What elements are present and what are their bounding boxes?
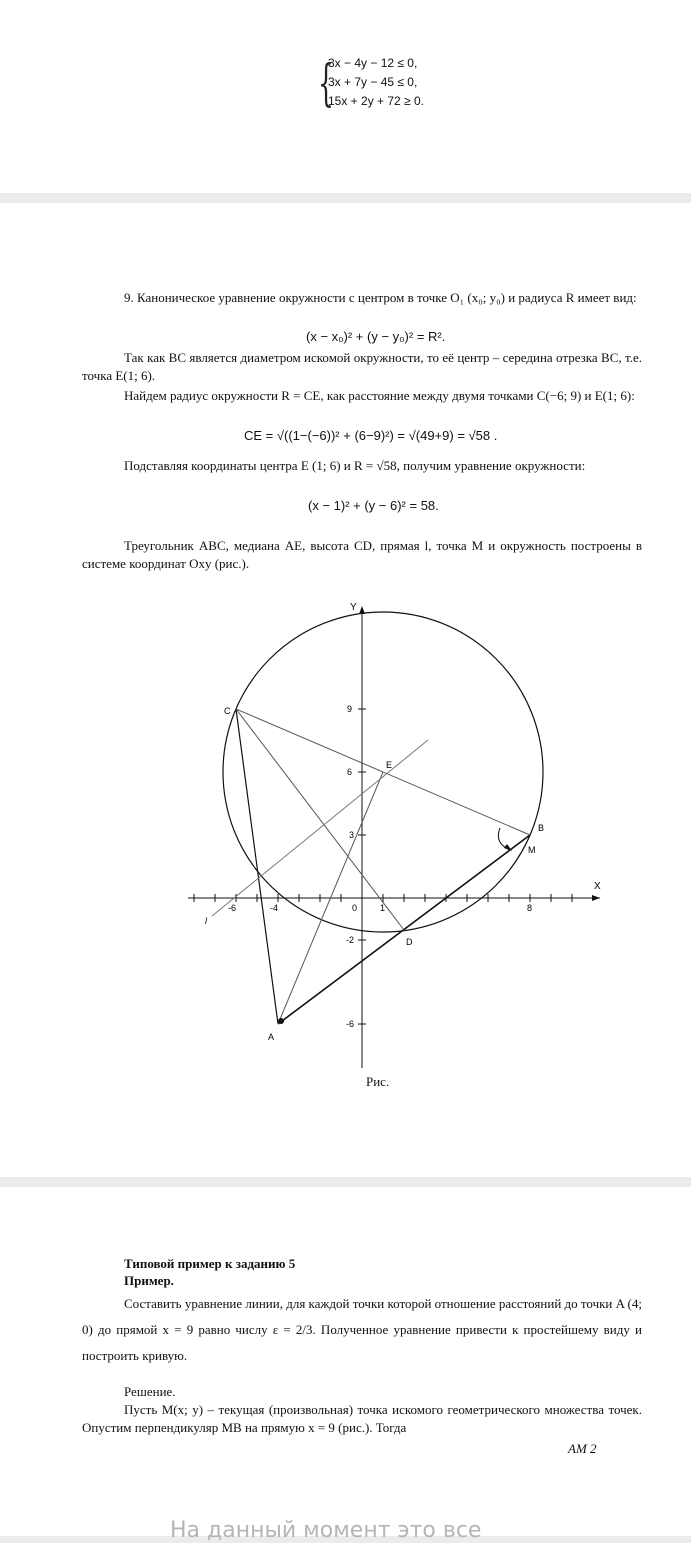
overlay-banner-text: На данный момент это все: [170, 1518, 482, 1543]
system-brace: {: [318, 54, 334, 112]
tick-y-neg6: -6: [346, 1019, 355, 1029]
inequality-system: [318, 54, 424, 111]
page-2: [0, 203, 691, 1177]
axis-x-label: X: [594, 881, 601, 892]
paragraph-center: Так как BC является диаметром искомой окружности, то её центр – середина отрезка BC, т.е. точка E(1; 6).: [82, 350, 642, 383]
label-a: A: [268, 1032, 275, 1042]
paragraph-task: Составить уравнение линии, для каждой точки которой отношение расстояний до точки A (4; 0) до прямой x = 9 равно числу ε = 2/3. Полученное уравнение привести к простейшему виду и построить кривую.: [82, 1296, 642, 1363]
x-axis-arrow: [592, 895, 600, 901]
label-origin: 0: [352, 903, 358, 913]
tick-y-neg2: -2: [346, 935, 355, 945]
label-m: M: [528, 845, 536, 855]
tick-y-6: 6: [347, 767, 353, 777]
label-b: B: [538, 823, 545, 833]
page-1: [0, 0, 691, 193]
page-tail-fragment: AM 2: [568, 1441, 597, 1456]
tick-x-neg6: -6: [228, 903, 237, 913]
line-l: [212, 740, 428, 916]
paragraph-substitute: Подставляя координаты центра E (1; 6) и R = √58, получим уравнение окружности:: [124, 458, 586, 473]
paragraph-solution: Пусть M(x; y) – текущая (произвольная) точка искомого геометрического множества точек. Опустим перпендикуляр MB на прямую x = 9 (рис.). Тогда: [82, 1402, 642, 1435]
point-a-dot: [278, 1018, 284, 1024]
label-e: E: [386, 760, 393, 770]
inequality-2: 3x + 7y − 45 ≤ 0,: [328, 75, 418, 89]
paragraph-radius: Найдем радиус окружности R = CE, как расстояние между двумя точками C(−6; 9) и E(1; 6):: [124, 388, 635, 403]
equation-canonical: (x − x₀)² + (y − y₀)² = R².: [306, 329, 446, 344]
tick-x-1: 1: [380, 903, 386, 913]
label-c: C: [224, 706, 231, 716]
arc-arrow-head: [504, 844, 512, 851]
paragraph-canonical: 9. Каноническое уравнение окружности с центром в точке O₁ (x₀; y₀) и радиуса R имеет вид:: [124, 290, 637, 305]
inequality-1: 3x − 4y − 12 ≤ 0,: [328, 56, 418, 70]
equation-ce: CE = √((1−(−6))² + (6−9)²) = √(49+9) = √58 .: [244, 428, 498, 443]
equation-circle: (x − 1)² + (y − 6)² = 58.: [308, 498, 439, 513]
paragraph-triangle: Треугольник ABC, медиана AE, высота CD, прямая l, точка M и окружность построены в системе координат Oxy (рис.).: [82, 538, 642, 571]
solution-heading: Решение.: [124, 1384, 176, 1399]
figure-caption: Рис.: [366, 1074, 390, 1089]
section-heading: Типовой пример к заданию 5: [124, 1256, 296, 1271]
inequality-3: 15x + 2y + 72 ≥ 0.: [328, 94, 424, 108]
tick-y-3: 3: [349, 830, 355, 840]
label-d: D: [406, 937, 413, 947]
tick-x-neg4: -4: [270, 903, 279, 913]
tick-x-8: 8: [527, 903, 533, 913]
tick-y-9: 9: [347, 704, 353, 714]
example-heading: Пример.: [124, 1273, 174, 1288]
geometry-figure: [0, 598, 691, 1118]
axis-y-label: Y: [350, 602, 357, 613]
label-l: l: [205, 916, 207, 926]
page-3: [0, 1187, 691, 1536]
